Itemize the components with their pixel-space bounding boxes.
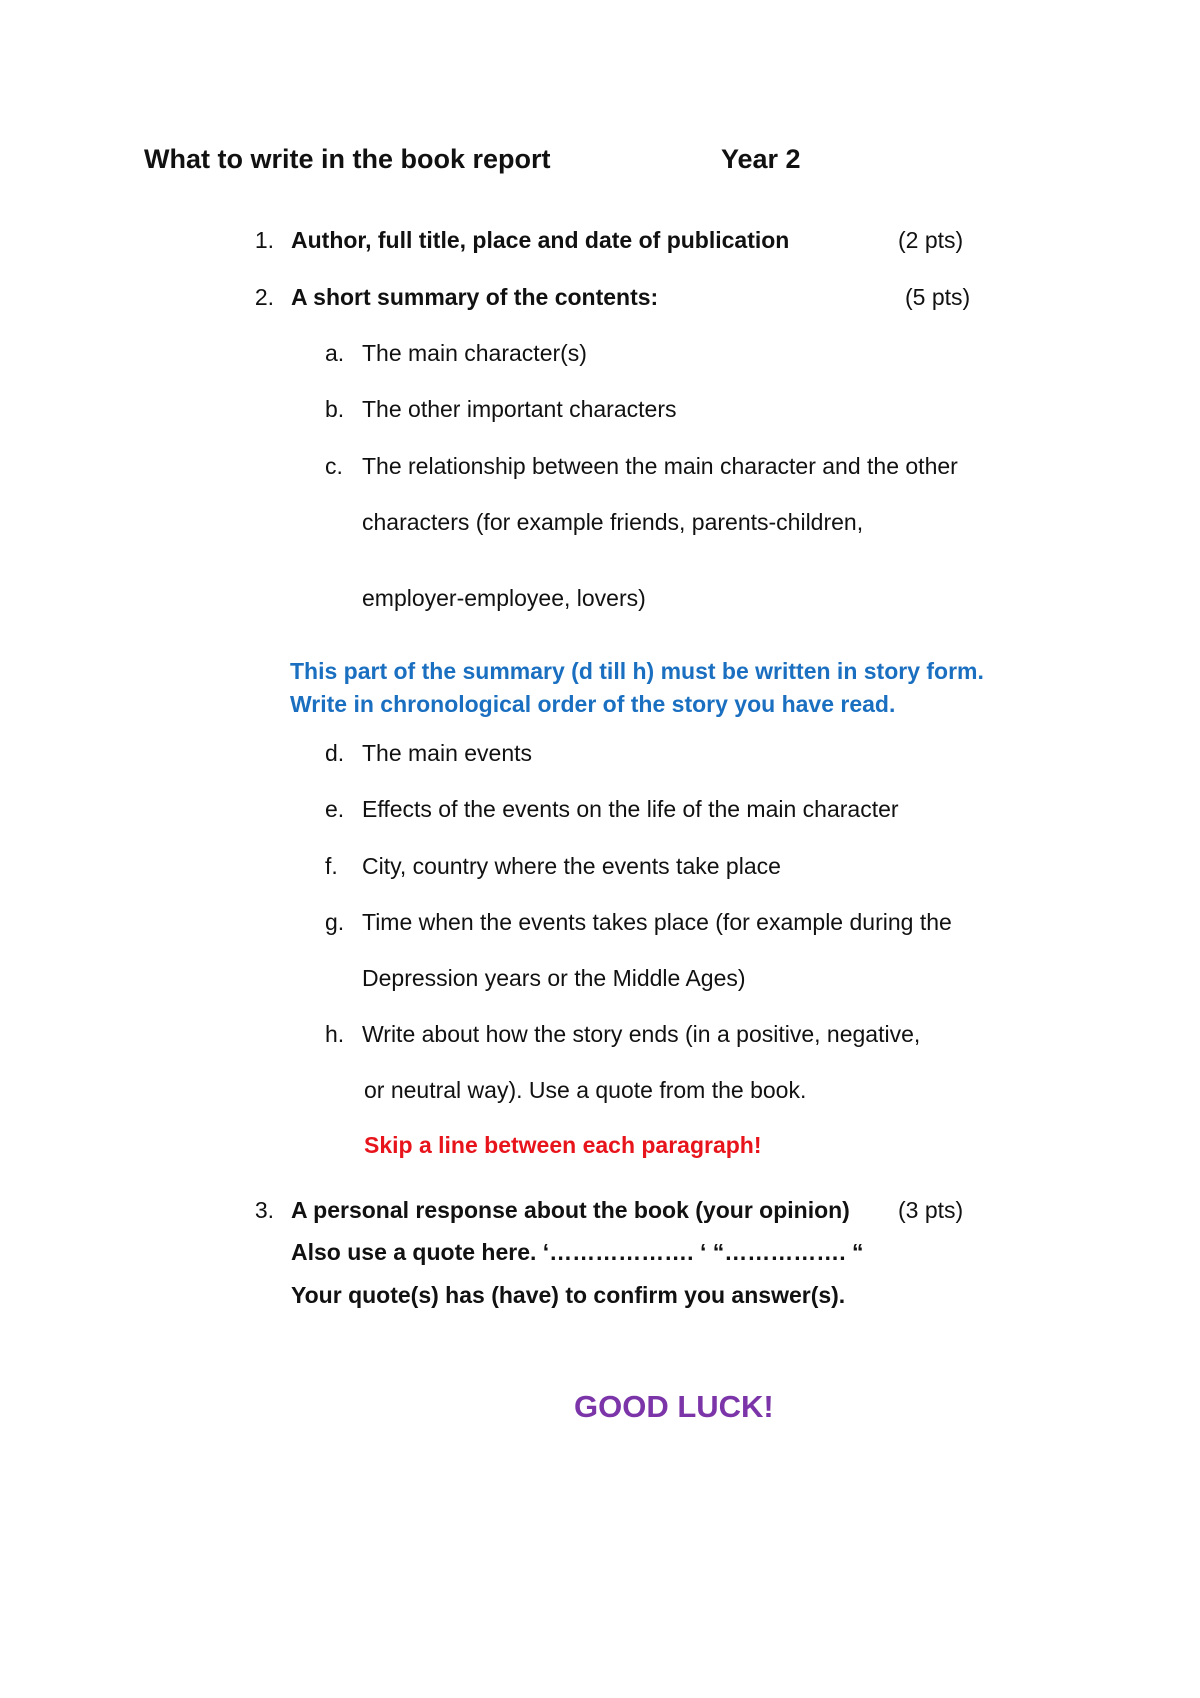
item-b-text: The other important characters xyxy=(362,396,677,422)
item-letter-e: e. xyxy=(325,796,345,822)
item-letter-g: g. xyxy=(325,909,345,935)
item-letter-f: f. xyxy=(325,853,338,879)
section-3-number: 3. xyxy=(254,1197,274,1223)
section-3-heading: A personal response about the book (your opinion) xyxy=(291,1197,850,1223)
item-c-line-3: employer-employee, lovers) xyxy=(362,585,646,611)
item-letter-b: b. xyxy=(325,396,345,422)
item-e-text: Effects of the events on the life of the main character xyxy=(362,796,899,822)
item-h-line-2: or neutral way). Use a quote from the book. xyxy=(364,1077,807,1103)
item-letter-d: d. xyxy=(325,740,345,766)
item-g-line-2: Depression years or the Middle Ages) xyxy=(362,965,746,991)
section-2-points: (5 pts) xyxy=(905,284,971,310)
item-c-line-2: characters (for example friends, parents-children, xyxy=(362,509,864,535)
section-3-points: (3 pts) xyxy=(898,1197,964,1223)
good-luck-text: GOOD LUCK! xyxy=(574,1389,774,1424)
item-letter-c: c. xyxy=(325,453,343,479)
item-d-text: The main events xyxy=(362,740,533,766)
section-1-points: (2 pts) xyxy=(898,227,964,253)
section-1-heading: Author, full title, place and date of publication xyxy=(291,227,790,253)
item-a-text: The main character(s) xyxy=(362,340,587,366)
item-g-line-1: Time when the events takes place (for example during the xyxy=(362,909,952,935)
item-c-line-1: The relationship between the main character and the other xyxy=(362,453,958,479)
year-label: Year 2 xyxy=(721,144,801,174)
section-2-number: 2. xyxy=(254,284,274,310)
item-letter-a: a. xyxy=(325,340,345,366)
story-form-note-line-2: Write in chronological order of the story you have read. xyxy=(290,691,896,717)
section-2-heading: A short summary of the contents: xyxy=(291,284,659,310)
section-1-number: 1. xyxy=(254,227,274,253)
skip-line-note: Skip a line between each paragraph! xyxy=(364,1132,762,1158)
page-title: What to write in the book report xyxy=(144,144,551,174)
quote-instruction: Also use a quote here. ‘………………. ‘ “……………. “ xyxy=(291,1239,864,1265)
item-f-text: City, country where the events take place xyxy=(362,853,781,879)
story-form-note-line-1: This part of the summary (d till h) must be written in story form. xyxy=(290,658,984,684)
item-letter-h: h. xyxy=(325,1021,345,1047)
confirm-instruction: Your quote(s) has (have) to confirm you answer(s). xyxy=(291,1282,846,1308)
item-h-line-1: Write about how the story ends (in a positive, negative, xyxy=(362,1021,921,1047)
